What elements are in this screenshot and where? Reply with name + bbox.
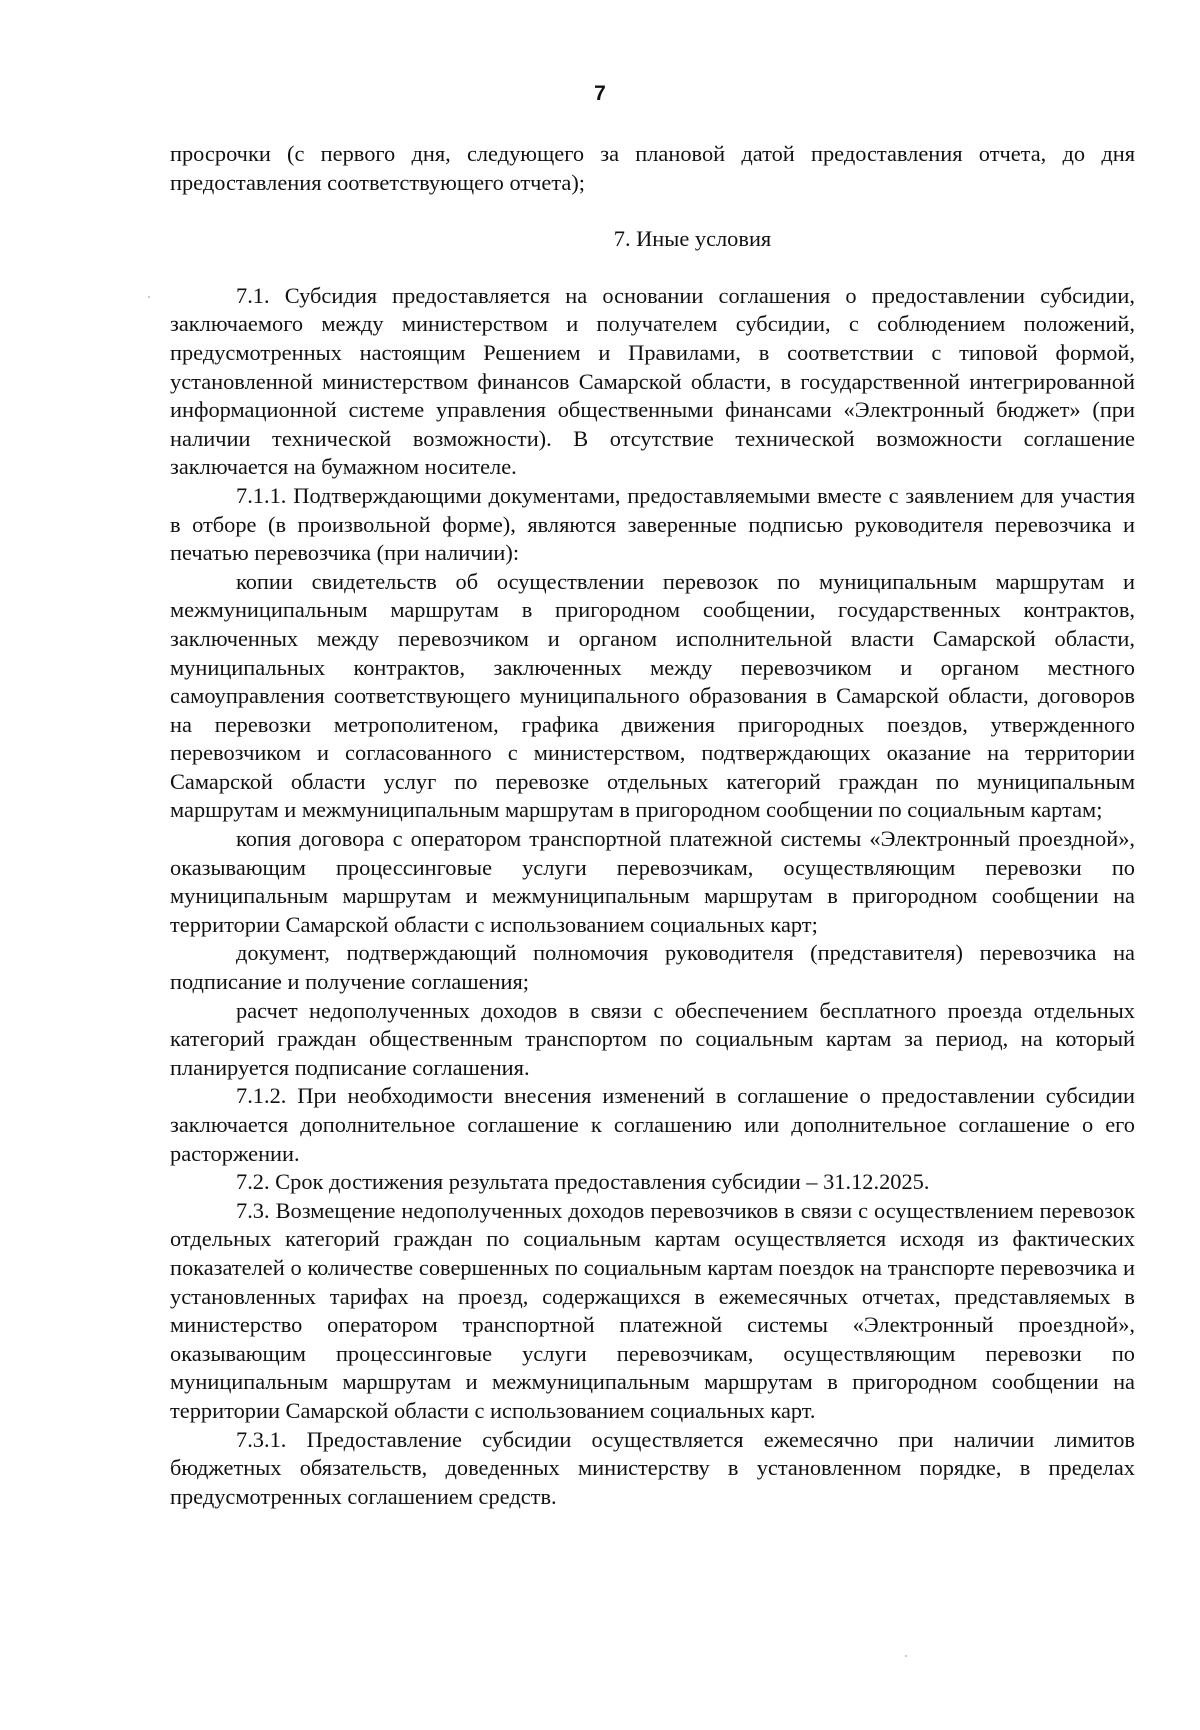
paragraph-7-3: 7.3. Возмещение недополученных доходов перевозчиков в связи с осуществлением перевозок отдельных категорий граждан по социальным картам осуществляется исходя из фактических показателей о количестве совершенных по социальным картам поездок на транспорте перевозчика и установленных тарифах на проезд, содержащихся в ежемесячных отчетах, представляемых в министерство оператором транспортной платежной системы «Электронный проездной», оказывающим процессинговые услуги перевозчикам, осуществляющим перевозки по муниципальным маршрутам и межмуниципальным маршрутам в пригородном сообщении на территории Самарской области с использованием социальных карт. (170, 1197, 1135, 1423)
page-number: 7 (594, 82, 606, 105)
paragraph-7-3-1: 7.3.1. Предоставление субсидии осуществляется ежемесячно при наличии лимитов бюджетных обязательств, доведенных министерству в установленном порядке, в пределах предусмотренных соглашением средств. (170, 1426, 1135, 1509)
section-heading: 7. Иные условия (613, 226, 772, 252)
scan-speck (905, 1655, 907, 1657)
list-item-income-calculation: расчет недополученных доходов в связи с обеспечением бесплатного проезда отдельных категорий граждан общественным транспортом по социальным картам за период, на который планируется подписание соглашения. (170, 997, 1135, 1080)
paragraph-7-1-2: 7.1.2. При необходимости внесения изменений в соглашение о предоставлении субсидии заключается дополнительное соглашение к соглашению или дополнительное соглашение о его расторжении. (170, 1083, 1135, 1166)
paragraph-7-1-1: 7.1.1. Подтверждающими документами, предоставляемыми вместе с заявлением для участия в отборе (в произвольной форме), являются заверенные подписью руководителя перевозчика и печатью перевозчика (при наличии): (170, 482, 1135, 566)
list-item-operator-contract: копия договора с оператором транспортной платежной системы «Электронный проездной», оказывающим процессинговые услуги перевозчикам, осуществляющим перевозки по муниципальным маршрутам и межмуниципальным маршрутам в пригородном сообщении на территории Самарской области с использованием социальных карт; (170, 826, 1135, 937)
list-item-copies-certificates: копии свидетельств об осуществлении перевозок по муниципальным маршрутам и межмуниципальным маршрутам в пригородном сообщении, государственных контрактов, заключенных между перевозчиком и органом исполнительной власти Самарской области, муниципальных контрактов, заключенных между перевозчиком и органом местного самоуправления соответствующего муниципального образования в Самарской области, договоров на перевозки метрополитеном, графика движения пригородных поездов, утвержденного перевозчиком и согласованного с министерством, подтверждающих оказание на территории Самарской области услуг по перевозке отдельных категорий граждан по муниципальным маршрутам и межмуниципальным маршрутам в пригородном сообщении по социальным картам; (170, 568, 1135, 823)
document-body (170, 140, 1135, 1511)
paragraph-continuation: просрочки (с первого дня, следующего за плановой датой предоставления отчета, до дня предоставления соответствующего отчета); (170, 141, 1135, 195)
list-item-authority-document: документ, подтверждающий полномочия руководителя (представителя) перевозчика на подписание и получение соглашения; (170, 940, 1135, 995)
scan-speck (148, 296, 150, 298)
paragraph-7-1: 7.1. Субсидия предоставляется на основании соглашения о предоставлении субсидии, заключаемого между министерством и получателем субсидии, с соблюдением положений, предусмотренных настоящим Решением и Правилами, в соответствии с типовой формой, установленной министерством финансов Самарской области, в государственной интегрированной информационной системе управления общественными финансами «Электронный бюджет» (при наличии технической возможности). В отсутствие технической возможности соглашение заключается на бумажном носителе. (170, 282, 1135, 480)
paragraph-7-2: 7.2. Срок достижения результата предоставления субсидии – 31.12.2025. (236, 1169, 930, 1195)
